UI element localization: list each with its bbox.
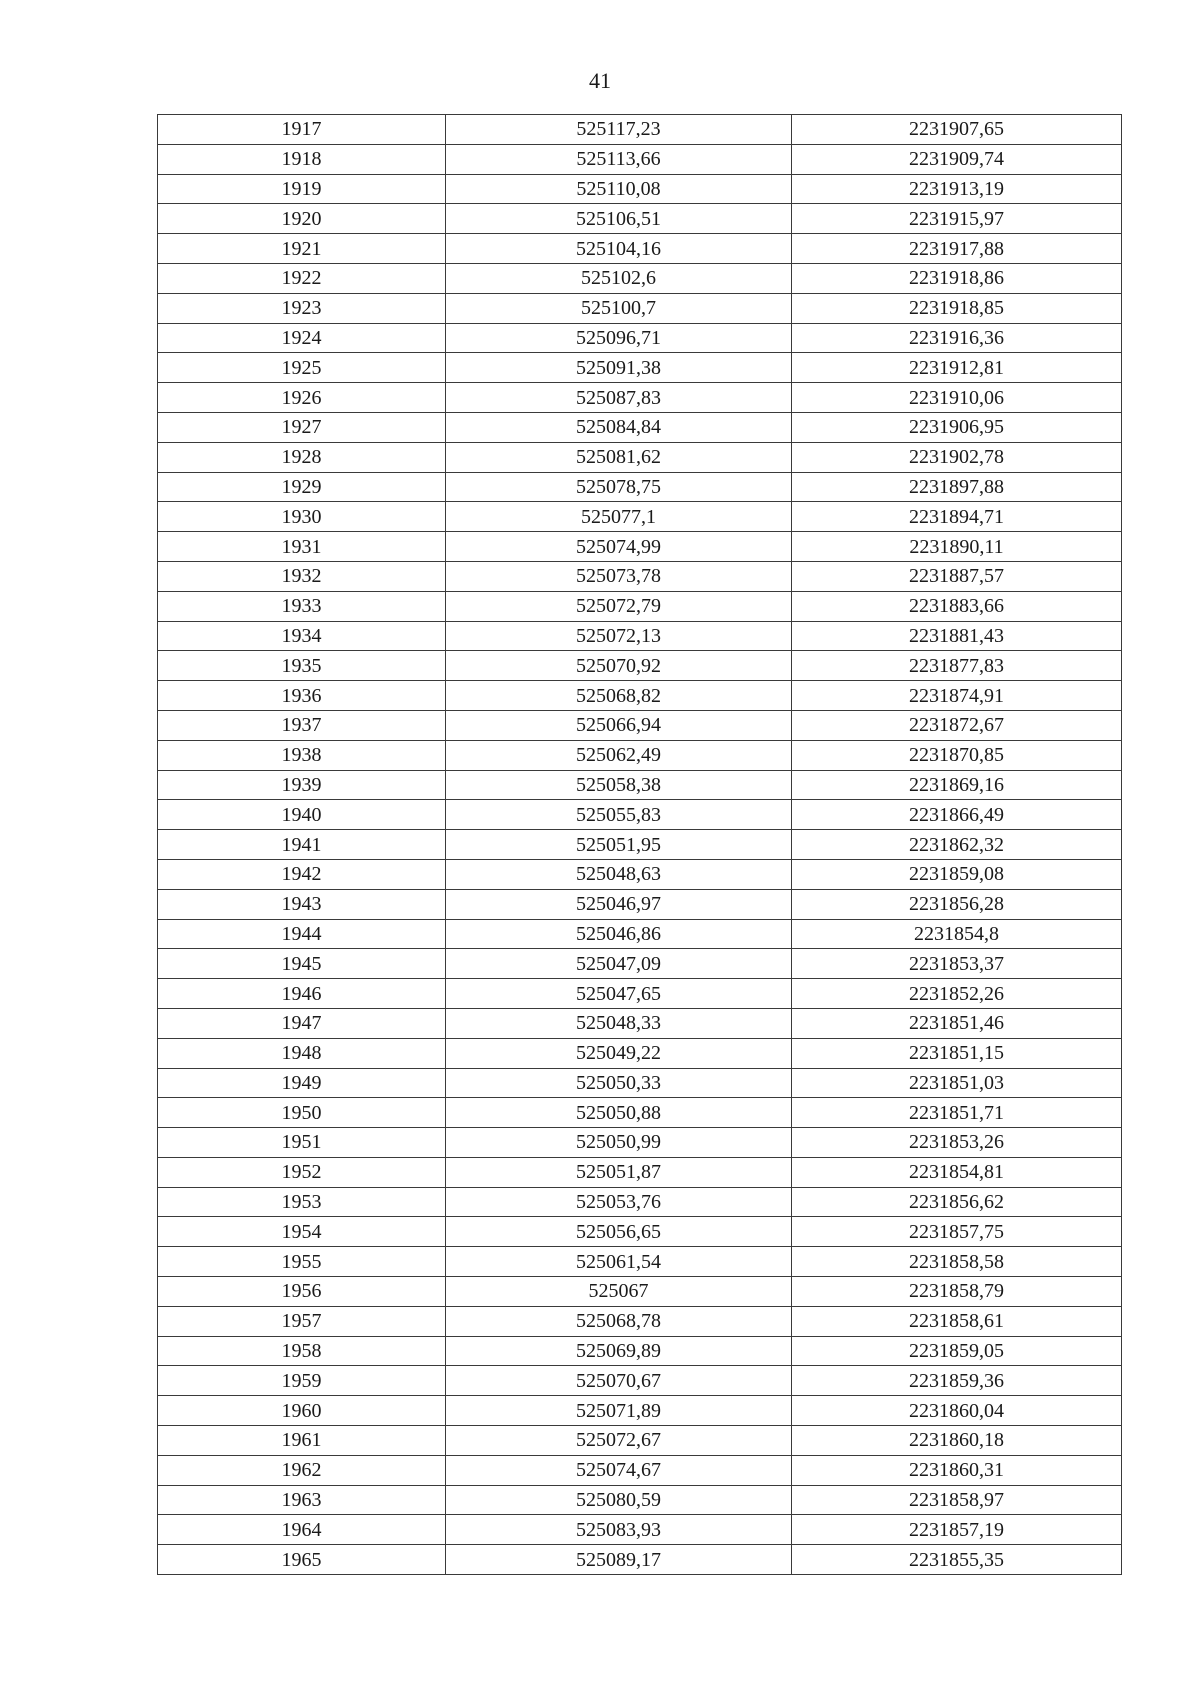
- x-coordinate-cell: 525077,1: [446, 502, 792, 532]
- point-number-cell: 1932: [158, 561, 446, 591]
- point-number-cell: 1959: [158, 1366, 446, 1396]
- point-number-cell: 1961: [158, 1426, 446, 1456]
- x-coordinate-cell: 525106,51: [446, 204, 792, 234]
- table-row: [158, 1187, 1122, 1217]
- table-row: [158, 740, 1122, 770]
- point-number-cell: 1917: [158, 115, 446, 145]
- point-number-cell: 1925: [158, 353, 446, 383]
- point-number-cell: 1965: [158, 1545, 446, 1575]
- y-coordinate-cell: 2231917,88: [792, 234, 1122, 264]
- table-row: [158, 681, 1122, 711]
- y-coordinate-cell: 2231857,75: [792, 1217, 1122, 1247]
- point-number-cell: 1934: [158, 621, 446, 651]
- point-number-cell: 1928: [158, 442, 446, 472]
- x-coordinate-cell: 525046,86: [446, 919, 792, 949]
- x-coordinate-cell: 525049,22: [446, 1038, 792, 1068]
- point-number-cell: 1955: [158, 1247, 446, 1277]
- point-number-cell: 1958: [158, 1336, 446, 1366]
- table-row: [158, 889, 1122, 919]
- point-number-cell: 1918: [158, 144, 446, 174]
- x-coordinate-cell: 525066,94: [446, 710, 792, 740]
- x-coordinate-cell: 525084,84: [446, 412, 792, 442]
- y-coordinate-cell: 2231910,06: [792, 383, 1122, 413]
- y-coordinate-cell: 2231894,71: [792, 502, 1122, 532]
- table-row: [158, 1038, 1122, 1068]
- y-coordinate-cell: 2231856,28: [792, 889, 1122, 919]
- x-coordinate-cell: 525089,17: [446, 1545, 792, 1575]
- y-coordinate-cell: 2231866,49: [792, 800, 1122, 830]
- x-coordinate-cell: 525080,59: [446, 1485, 792, 1515]
- x-coordinate-cell: 525081,62: [446, 442, 792, 472]
- table-row: [158, 1157, 1122, 1187]
- y-coordinate-cell: 2231858,97: [792, 1485, 1122, 1515]
- table-row: [158, 472, 1122, 502]
- x-coordinate-cell: 525073,78: [446, 561, 792, 591]
- table-row: [158, 1396, 1122, 1426]
- x-coordinate-cell: 525072,79: [446, 591, 792, 621]
- table-row: [158, 710, 1122, 740]
- y-coordinate-cell: 2231852,26: [792, 979, 1122, 1009]
- table-row: [158, 383, 1122, 413]
- table-row: [158, 770, 1122, 800]
- x-coordinate-cell: 525070,67: [446, 1366, 792, 1396]
- x-coordinate-cell: 525050,99: [446, 1128, 792, 1158]
- y-coordinate-cell: 2231858,79: [792, 1277, 1122, 1307]
- point-number-cell: 1938: [158, 740, 446, 770]
- point-number-cell: 1942: [158, 859, 446, 889]
- x-coordinate-cell: 525113,66: [446, 144, 792, 174]
- y-coordinate-cell: 2231883,66: [792, 591, 1122, 621]
- y-coordinate-cell: 2231856,62: [792, 1187, 1122, 1217]
- table-row: [158, 234, 1122, 264]
- table-row: [158, 144, 1122, 174]
- x-coordinate-cell: 525110,08: [446, 174, 792, 204]
- x-coordinate-cell: 525078,75: [446, 472, 792, 502]
- x-coordinate-cell: 525047,65: [446, 979, 792, 1009]
- x-coordinate-cell: 525067: [446, 1277, 792, 1307]
- x-coordinate-cell: 525072,13: [446, 621, 792, 651]
- table-row: [158, 412, 1122, 442]
- point-number-cell: 1947: [158, 1008, 446, 1038]
- point-number-cell: 1920: [158, 204, 446, 234]
- y-coordinate-cell: 2231854,81: [792, 1157, 1122, 1187]
- table-row: [158, 800, 1122, 830]
- point-number-cell: 1948: [158, 1038, 446, 1068]
- x-coordinate-cell: 525070,92: [446, 651, 792, 681]
- table-row: [158, 1485, 1122, 1515]
- x-coordinate-cell: 525068,82: [446, 681, 792, 711]
- y-coordinate-cell: 2231874,91: [792, 681, 1122, 711]
- y-coordinate-cell: 2231851,03: [792, 1068, 1122, 1098]
- y-coordinate-cell: 2231907,65: [792, 115, 1122, 145]
- y-coordinate-cell: 2231857,19: [792, 1515, 1122, 1545]
- y-coordinate-cell: 2231918,86: [792, 263, 1122, 293]
- y-coordinate-cell: 2231872,67: [792, 710, 1122, 740]
- x-coordinate-cell: 525104,16: [446, 234, 792, 264]
- point-number-cell: 1953: [158, 1187, 446, 1217]
- table-row: [158, 1426, 1122, 1456]
- y-coordinate-cell: 2231897,88: [792, 472, 1122, 502]
- y-coordinate-cell: 2231851,71: [792, 1098, 1122, 1128]
- coordinates-table: [157, 114, 1122, 1575]
- point-number-cell: 1939: [158, 770, 446, 800]
- x-coordinate-cell: 525072,67: [446, 1426, 792, 1456]
- y-coordinate-cell: 2231912,81: [792, 353, 1122, 383]
- coordinates-table-body: [158, 115, 1122, 1575]
- point-number-cell: 1945: [158, 949, 446, 979]
- x-coordinate-cell: 525050,33: [446, 1068, 792, 1098]
- point-number-cell: 1944: [158, 919, 446, 949]
- x-coordinate-cell: 525048,33: [446, 1008, 792, 1038]
- x-coordinate-cell: 525048,63: [446, 859, 792, 889]
- table-row: [158, 651, 1122, 681]
- point-number-cell: 1950: [158, 1098, 446, 1128]
- table-row: [158, 919, 1122, 949]
- y-coordinate-cell: 2231862,32: [792, 830, 1122, 860]
- y-coordinate-cell: 2231902,78: [792, 442, 1122, 472]
- x-coordinate-cell: 525087,83: [446, 383, 792, 413]
- y-coordinate-cell: 2231854,8: [792, 919, 1122, 949]
- table-row: [158, 442, 1122, 472]
- y-coordinate-cell: 2231913,19: [792, 174, 1122, 204]
- point-number-cell: 1923: [158, 293, 446, 323]
- y-coordinate-cell: 2231859,05: [792, 1336, 1122, 1366]
- x-coordinate-cell: 525055,83: [446, 800, 792, 830]
- x-coordinate-cell: 525061,54: [446, 1247, 792, 1277]
- table-row: [158, 1008, 1122, 1038]
- x-coordinate-cell: 525068,78: [446, 1306, 792, 1336]
- x-coordinate-cell: 525056,65: [446, 1217, 792, 1247]
- point-number-cell: 1956: [158, 1277, 446, 1307]
- x-coordinate-cell: 525100,7: [446, 293, 792, 323]
- point-number-cell: 1946: [158, 979, 446, 1009]
- point-number-cell: 1919: [158, 174, 446, 204]
- x-coordinate-cell: 525058,38: [446, 770, 792, 800]
- table-row: [158, 174, 1122, 204]
- table-row: [158, 830, 1122, 860]
- point-number-cell: 1922: [158, 263, 446, 293]
- table-row: [158, 1306, 1122, 1336]
- table-row: [158, 1098, 1122, 1128]
- point-number-cell: 1940: [158, 800, 446, 830]
- table-row: [158, 115, 1122, 145]
- table-row: [158, 263, 1122, 293]
- table-row: [158, 204, 1122, 234]
- x-coordinate-cell: 525083,93: [446, 1515, 792, 1545]
- point-number-cell: 1943: [158, 889, 446, 919]
- x-coordinate-cell: 525051,95: [446, 830, 792, 860]
- y-coordinate-cell: 2231851,15: [792, 1038, 1122, 1068]
- y-coordinate-cell: 2231860,31: [792, 1455, 1122, 1485]
- table-row: [158, 1515, 1122, 1545]
- point-number-cell: 1937: [158, 710, 446, 740]
- y-coordinate-cell: 2231860,18: [792, 1426, 1122, 1456]
- y-coordinate-cell: 2231887,57: [792, 561, 1122, 591]
- y-coordinate-cell: 2231881,43: [792, 621, 1122, 651]
- table-row: [158, 532, 1122, 562]
- table-row: [158, 1247, 1122, 1277]
- table-row: [158, 1277, 1122, 1307]
- x-coordinate-cell: 525071,89: [446, 1396, 792, 1426]
- point-number-cell: 1963: [158, 1485, 446, 1515]
- point-number-cell: 1926: [158, 383, 446, 413]
- x-coordinate-cell: 525051,87: [446, 1157, 792, 1187]
- table-row: [158, 353, 1122, 383]
- y-coordinate-cell: 2231858,61: [792, 1306, 1122, 1336]
- x-coordinate-cell: 525069,89: [446, 1336, 792, 1366]
- point-number-cell: 1929: [158, 472, 446, 502]
- table-row: [158, 561, 1122, 591]
- y-coordinate-cell: 2231918,85: [792, 293, 1122, 323]
- point-number-cell: 1951: [158, 1128, 446, 1158]
- point-number-cell: 1957: [158, 1306, 446, 1336]
- point-number-cell: 1960: [158, 1396, 446, 1426]
- y-coordinate-cell: 2231853,26: [792, 1128, 1122, 1158]
- point-number-cell: 1927: [158, 412, 446, 442]
- y-coordinate-cell: 2231860,04: [792, 1396, 1122, 1426]
- point-number-cell: 1930: [158, 502, 446, 532]
- page-number: 41: [589, 68, 611, 93]
- table-row: [158, 1455, 1122, 1485]
- x-coordinate-cell: 525102,6: [446, 263, 792, 293]
- point-number-cell: 1935: [158, 651, 446, 681]
- y-coordinate-cell: 2231859,08: [792, 859, 1122, 889]
- table-row: [158, 1336, 1122, 1366]
- point-number-cell: 1949: [158, 1068, 446, 1098]
- point-number-cell: 1921: [158, 234, 446, 264]
- table-row: [158, 1545, 1122, 1575]
- point-number-cell: 1941: [158, 830, 446, 860]
- point-number-cell: 1964: [158, 1515, 446, 1545]
- table-row: [158, 979, 1122, 1009]
- table-row: [158, 859, 1122, 889]
- table-row: [158, 293, 1122, 323]
- point-number-cell: 1931: [158, 532, 446, 562]
- table-row: [158, 1128, 1122, 1158]
- x-coordinate-cell: 525096,71: [446, 323, 792, 353]
- table-row: [158, 1068, 1122, 1098]
- x-coordinate-cell: 525047,09: [446, 949, 792, 979]
- y-coordinate-cell: 2231853,37: [792, 949, 1122, 979]
- point-number-cell: 1952: [158, 1157, 446, 1187]
- point-number-cell: 1954: [158, 1217, 446, 1247]
- x-coordinate-cell: 525074,67: [446, 1455, 792, 1485]
- table-row: [158, 591, 1122, 621]
- y-coordinate-cell: 2231859,36: [792, 1366, 1122, 1396]
- table-row: [158, 502, 1122, 532]
- y-coordinate-cell: 2231916,36: [792, 323, 1122, 353]
- y-coordinate-cell: 2231877,83: [792, 651, 1122, 681]
- x-coordinate-cell: 525074,99: [446, 532, 792, 562]
- y-coordinate-cell: 2231909,74: [792, 144, 1122, 174]
- y-coordinate-cell: 2231858,58: [792, 1247, 1122, 1277]
- y-coordinate-cell: 2231906,95: [792, 412, 1122, 442]
- y-coordinate-cell: 2231915,97: [792, 204, 1122, 234]
- point-number-cell: 1933: [158, 591, 446, 621]
- x-coordinate-cell: 525053,76: [446, 1187, 792, 1217]
- point-number-cell: 1924: [158, 323, 446, 353]
- table-row: [158, 323, 1122, 353]
- x-coordinate-cell: 525050,88: [446, 1098, 792, 1128]
- table-row: [158, 1366, 1122, 1396]
- x-coordinate-cell: 525062,49: [446, 740, 792, 770]
- table-row: [158, 949, 1122, 979]
- y-coordinate-cell: 2231851,46: [792, 1008, 1122, 1038]
- y-coordinate-cell: 2231870,85: [792, 740, 1122, 770]
- point-number-cell: 1936: [158, 681, 446, 711]
- table-row: [158, 621, 1122, 651]
- y-coordinate-cell: 2231890,11: [792, 532, 1122, 562]
- x-coordinate-cell: 525091,38: [446, 353, 792, 383]
- y-coordinate-cell: 2231869,16: [792, 770, 1122, 800]
- x-coordinate-cell: 525046,97: [446, 889, 792, 919]
- table-row: [158, 1217, 1122, 1247]
- point-number-cell: 1962: [158, 1455, 446, 1485]
- x-coordinate-cell: 525117,23: [446, 115, 792, 145]
- y-coordinate-cell: 2231855,35: [792, 1545, 1122, 1575]
